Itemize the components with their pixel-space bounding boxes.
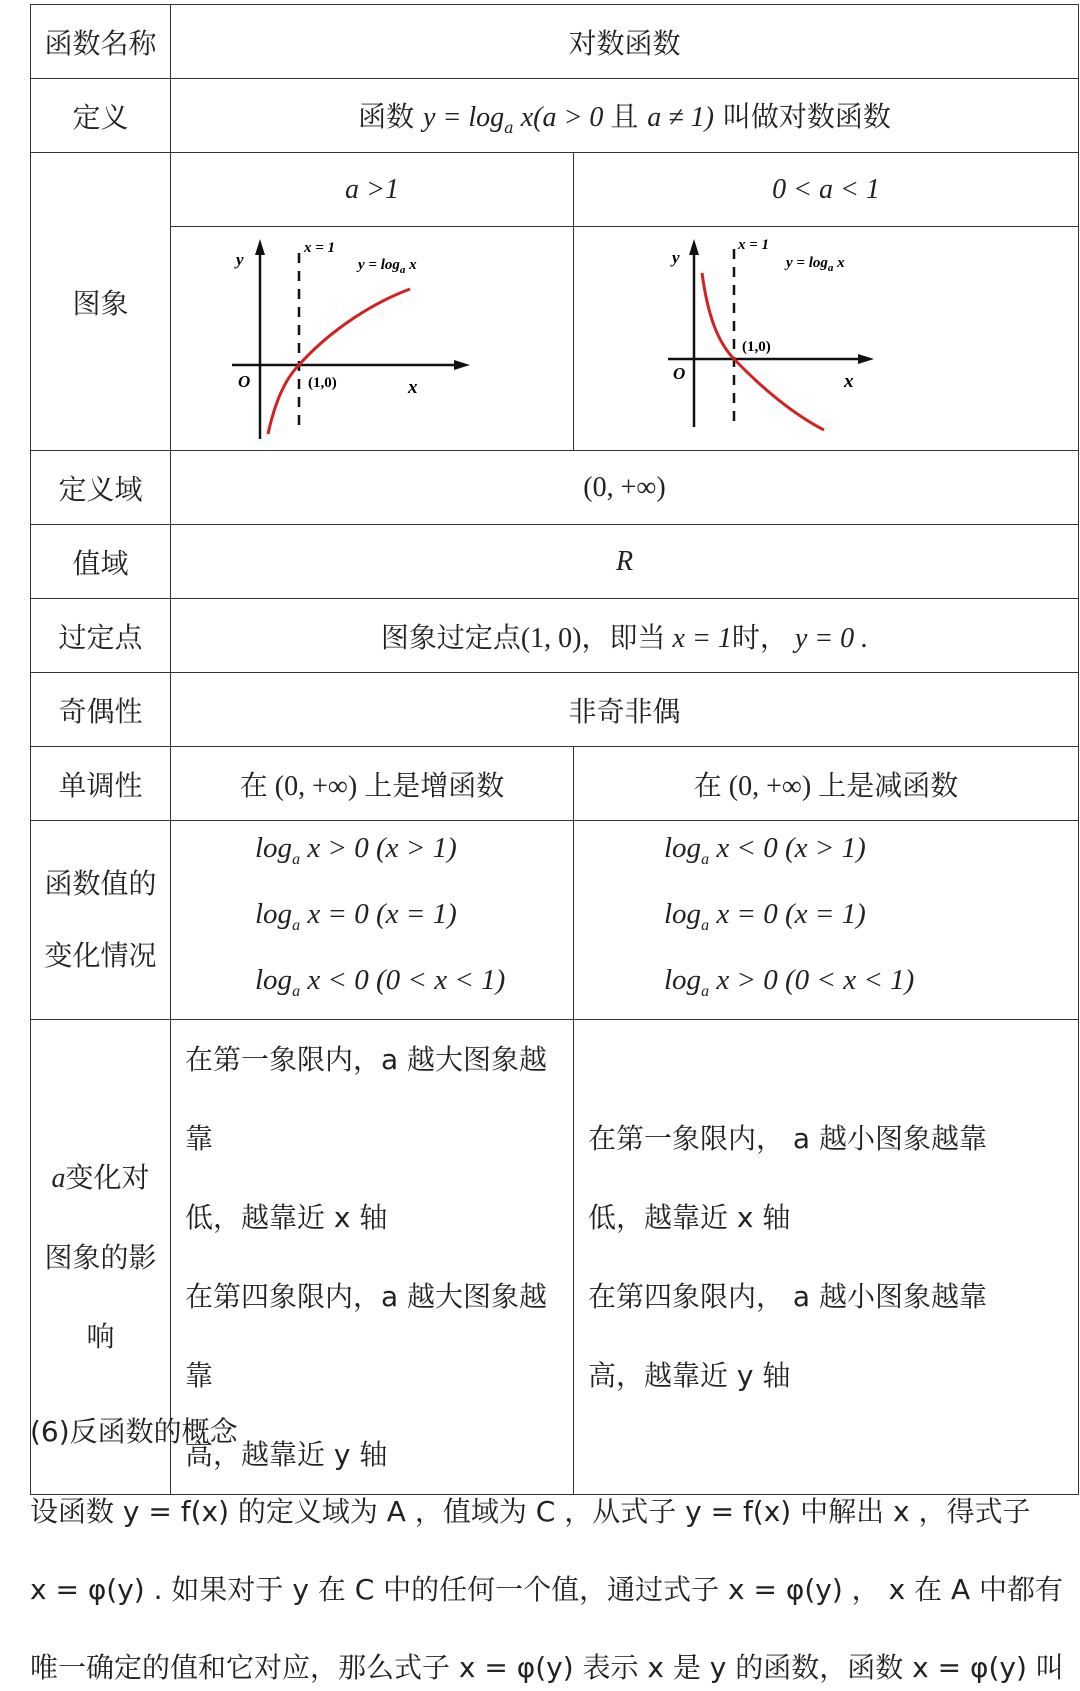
curve-label: $y = \log_a x$: [358, 257, 417, 276]
row-label-domain: 定义域: [31, 451, 171, 525]
graph-decreasing-cell: [574, 227, 1079, 451]
paragraph-line-3: 唯一确定的值和它对应，那么式子 x = φ(y) 表示 x 是 y 的函数，函数 x = φ(y) 叫: [30, 1651, 1064, 1684]
function-name: 对数函数: [171, 5, 1079, 79]
row-label-definition: 定义: [31, 79, 171, 153]
origin-label: O: [238, 372, 251, 391]
x-axis-arrow-icon: [858, 354, 874, 364]
vline-label: x = 1: [738, 237, 770, 253]
monotonic-increasing: 在 (0, +∞) 上是增函数: [171, 747, 574, 821]
fixed-point-text: 图象过定点(1, 0)，即当 x = 1时， y = 0 .: [171, 599, 1079, 673]
graph-decreasing: [576, 227, 1076, 443]
effect-increasing: 在第一象限内，a 越大图象越靠 低，越靠近 x 轴 在第四象限内，a 越大图象越靠 高，越靠近 y 轴: [171, 1020, 574, 1495]
point-label: (1,0): [742, 339, 771, 355]
x-axis-arrow-icon: [454, 360, 470, 370]
values-increasing: $\log_a x > 0$ (x > 1) $\log_a x = 0$ (x = 1) $\log_a x < 0$ (0 < x < 1): [171, 821, 574, 1020]
paragraph-line-2: x = φ(y) . 如果对于 y 在 C 中的任何一个值，通过式子 x = φ(y) ， x 在 A 中都有: [30, 1573, 1063, 1606]
row-label-effect: a变化对 图象的影 响: [31, 1020, 171, 1495]
case-a-between-0-1: 0 < a < 1: [574, 153, 1079, 227]
parity-value: 非奇非偶: [171, 673, 1079, 747]
log-function-table: [30, 4, 1079, 1495]
row-label-parity: 奇偶性: [31, 673, 171, 747]
y-axis-arrow-icon: [689, 239, 699, 255]
y-label: y: [672, 248, 680, 267]
monotonic-decreasing: 在 (0, +∞) 上是减函数: [574, 747, 1079, 821]
y-axis-arrow-icon: [255, 239, 265, 255]
row-label-monotonic: 单调性: [31, 747, 171, 821]
graph-increasing: [172, 227, 572, 443]
point-label: (1,0): [308, 375, 337, 391]
row-label-name: 函数名称: [31, 5, 171, 79]
section-title: (6)反函数的概念: [30, 1415, 238, 1448]
effect-decreasing: 在第一象限内， a 越小图象越靠 低，越靠近 x 轴 在第四象限内， a 越小图象越靠 高，越靠近 y 轴: [574, 1020, 1079, 1495]
range-value: R: [171, 525, 1079, 599]
curve-label: $y = \log_a x$: [786, 255, 845, 274]
log-curve-increasing: [268, 289, 410, 434]
x-label: x: [844, 371, 854, 392]
graph-increasing-cell: [171, 227, 574, 451]
origin-label: O: [673, 364, 686, 383]
row-label-graph: 图象: [31, 153, 171, 451]
y-label: y: [236, 250, 244, 269]
domain-value: (0, +∞): [171, 451, 1079, 525]
case-a-greater-1: a >1: [171, 153, 574, 227]
row-label-values: 函数值的 变化情况: [31, 821, 171, 1020]
x-label: x: [408, 377, 418, 398]
row-label-range: 值域: [31, 525, 171, 599]
values-decreasing: $\log_a x < 0$ (x > 1) $\log_a x = 0$ (x = 1) $\log_a x > 0$ (0 < x < 1): [574, 821, 1079, 1020]
row-label-fixed-point: 过定点: [31, 599, 171, 673]
vline-label: x = 1: [304, 240, 336, 256]
paragraph-line-1: 设函数 y = f(x) 的定义域为 A ，值域为 C ，从式子 y = f(x) 中解出 x ，得式子: [30, 1495, 1031, 1528]
definition-text: 函数 $y = \log_a x(a > 0$ 且 a ≠ 1) 叫做对数函数: [171, 79, 1079, 153]
